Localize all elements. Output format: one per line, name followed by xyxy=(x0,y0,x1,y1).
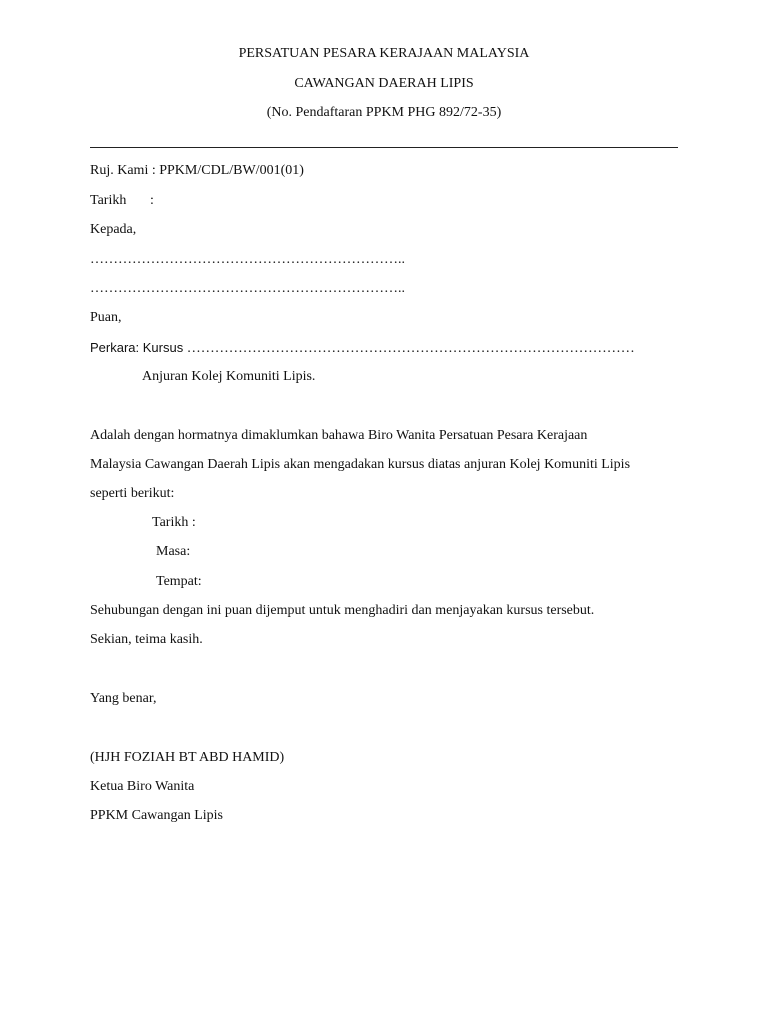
reference-number: Ruj. Kami : PPKM/CDL/BW/001(01) xyxy=(90,163,304,178)
signatory-name: (HJH FOZIAH BT ABD HAMID) xyxy=(90,750,285,765)
subject-organizer: Anjuran Kolej Komuniti Lipis. xyxy=(142,369,316,384)
salutation: Puan, xyxy=(90,310,122,325)
body-paragraph-line-1: Adalah dengan hormatnya dimaklumkan bahawa Biro Wanita Persatuan Pesara Kerajaan xyxy=(90,428,588,443)
recipient-address-line-2: ………………………………………………………….. xyxy=(90,281,405,296)
recipient-label: Kepada, xyxy=(90,222,137,237)
sign-off: Yang benar, xyxy=(90,691,157,706)
date-colon: : xyxy=(150,193,154,208)
course-place: Tempat: xyxy=(156,574,202,589)
org-name: PERSATUAN PESARA KERAJAAN MALAYSIA xyxy=(238,46,530,61)
branch-name: CAWANGAN DAERAH LIPIS xyxy=(294,76,474,91)
closing-line-1: Sehubungan dengan ini puan dijemput untuk menghadiri dan menjayakan kursus tersebut. xyxy=(90,603,595,618)
signatory-organization: PPKM Cawangan Lipis xyxy=(90,808,223,823)
subject-line xyxy=(90,340,635,357)
body-paragraph-line-3: seperti berikut: xyxy=(90,486,175,501)
subject-dots: …………………………………………………………………………………… xyxy=(183,341,635,356)
registration-number: (No. Pendaftaran PPKM PHG 892/72-35) xyxy=(266,105,502,120)
subject-label: Perkara: Kursus xyxy=(90,340,184,355)
header-divider xyxy=(90,147,678,148)
signatory-title: Ketua Biro Wanita xyxy=(90,779,195,794)
closing-line-2: Sekian, teima kasih. xyxy=(90,632,203,647)
course-time: Masa: xyxy=(156,544,191,559)
body-paragraph-line-2: Malaysia Cawangan Daerah Lipis akan mengadakan kursus diatas anjuran Kolej Komuniti Lipis xyxy=(90,457,631,472)
recipient-address-line-1: ………………………………………………………….. xyxy=(90,252,405,267)
course-date: Tarikh : xyxy=(152,515,196,530)
date-label: Tarikh xyxy=(90,193,127,208)
